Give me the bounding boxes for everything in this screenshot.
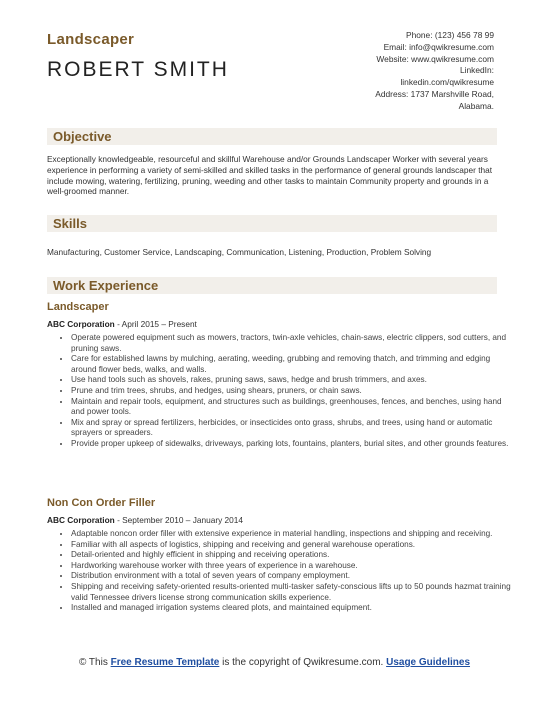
list-item: • Familiar with all aspects of logistics, shipping and receiving and general warehouse operations. <box>71 540 511 551</box>
skills-text: Manufacturing, Customer Service, Landscaping, Communication, Listening, Production, Problem Solving <box>47 247 432 257</box>
skills-heading: Skills <box>53 216 87 231</box>
list-item: • Mix and spray or spread fertilizers, herbicides, or insecticides onto grass, shrubs, and trees, using hand or automatic sprayers or spreaders. <box>71 418 511 439</box>
list-item: • Operate powered equipment such as mowers, tractors, twin-axle vehicles, chain-saws, electric clippers, sod cutters, and pruning saws. <box>71 333 511 354</box>
list-item: • Detail-oriented and highly efficient in shipping and receiving operations. <box>71 550 511 561</box>
list-item: • Hardworking warehouse worker with three years of experience in a warehouse. <box>71 561 511 572</box>
job-bullet-list <box>57 529 511 614</box>
job-company-line <box>47 319 197 329</box>
job-company: ABC Corporation <box>47 319 115 329</box>
contact-linkedin: linkedin.com/qwikresume <box>400 77 494 88</box>
job-title: Landscaper <box>47 31 135 48</box>
objective-heading: Objective <box>53 129 112 144</box>
list-item: • Care for established lawns by mulching, aerating, weeding, grubbing and removing thatch, and trimming and edging around flower beds, walks, and walls. <box>71 354 511 375</box>
contact-email: Email: info@qwikresume.com <box>383 41 494 52</box>
list-item: • Distribution environment with a total of seven years of company employment. <box>71 571 511 582</box>
job-company: ABC Corporation <box>47 515 115 525</box>
job-role: Non Con Order Filler <box>47 497 156 509</box>
list-item: • Maintain and repair tools, equipment, and structures such as buildings, greenhouses, fences, and benches, using hand and power tools. <box>71 397 511 418</box>
job-dates: - September 2010 – January 2014 <box>114 515 243 525</box>
contact-website: Website: www.qwikresume.com <box>376 53 494 64</box>
list-item: • Use hand tools such as shovels, rakes, pruning saws, saws, hedge and brush trimmers, and axes. <box>71 375 511 386</box>
usage-guidelines-link[interactable]: Usage Guidelines <box>386 657 471 668</box>
contact-address-line-2: Alabama. <box>458 100 494 111</box>
job-company-line <box>47 515 243 525</box>
objective-section-header <box>47 128 497 145</box>
experience-section-header <box>47 277 497 294</box>
list-item: • Shipping and receiving safety-oriented results-oriented multi-tasker safety-conscious lifts up to 50 pounds hazmat training valid Tennessee drivers license strong communication skills experience. <box>71 582 511 603</box>
contact-linkedin-label: LinkedIn: <box>460 65 494 76</box>
list-item: • Installed and managed irrigation systems cleared plots, and maintained equipment. <box>71 603 511 614</box>
list-item: • Provide proper upkeep of sidewalks, driveways, parking lots, fountains, planters, burial sites, and other grounds features. <box>71 439 511 450</box>
footer-prefix: © This <box>78 657 111 668</box>
skills-section-header <box>47 215 497 232</box>
footer-middle: is the copyright of Qwikresume.com. <box>219 657 387 668</box>
contact-phone: Phone: (123) 456 78 99 <box>405 30 494 40</box>
job-dates: - April 2015 – Present <box>114 319 197 329</box>
contact-address-line-1: Address: 1737 Marshville Road, <box>375 88 494 99</box>
list-item: • Adaptable noncon order filler with extensive experience in material handling, inspections and shipping and receiving. <box>71 529 511 540</box>
list-item: • Prune and trim trees, shrubs, and hedges, using shears, pruners, or chain saws. <box>71 386 511 397</box>
contact-block <box>274 30 494 113</box>
candidate-name: ROBERT SMITH <box>47 58 229 81</box>
job-bullet-list <box>57 333 511 450</box>
copyright-footer <box>47 656 502 669</box>
job-role: Landscaper <box>47 301 109 313</box>
free-resume-template-link[interactable]: Free Resume Template <box>110 657 220 668</box>
objective-text: Exceptionally knowledgeable, resourceful and skillful Warehouse and/or Grounds Landscaper Worker with several years experience in performing a variety of semi-skilled and skilled tasks in the performance of general grounds landscaper that include mowing, watering, fertilizing, pruning, weeding and other tasks to maintain Community property and grounds in a well-groomed manner. <box>47 154 493 197</box>
experience-heading: Work Experience <box>53 278 159 293</box>
